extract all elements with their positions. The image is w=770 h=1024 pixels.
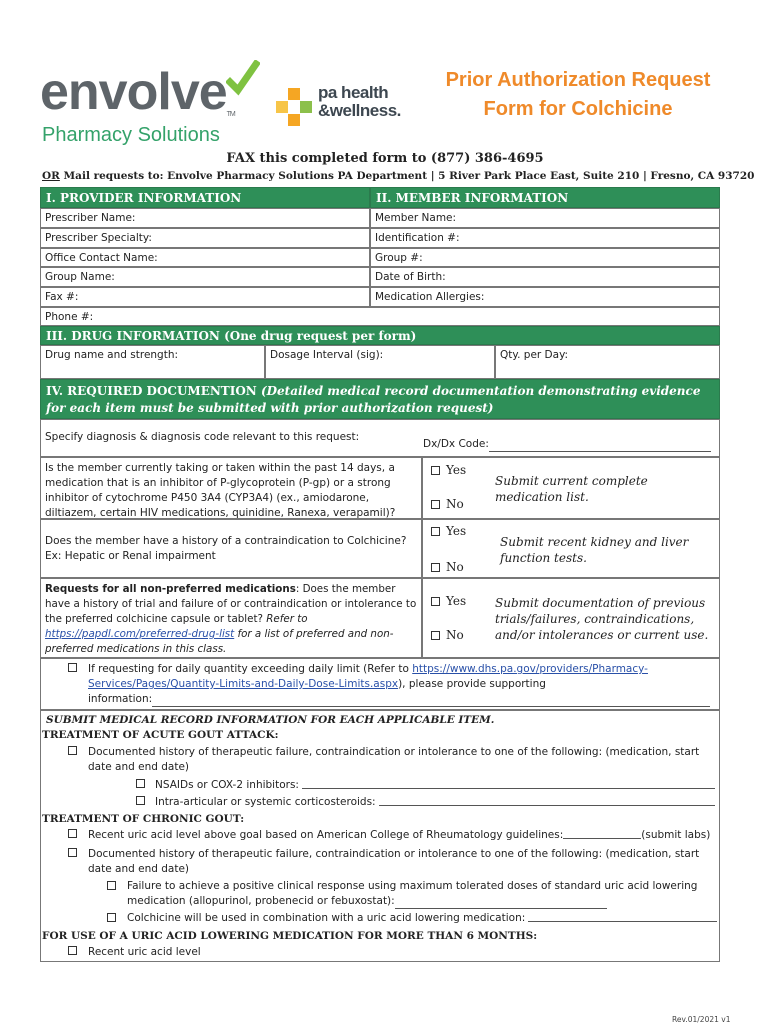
q3-question (45, 582, 417, 657)
records-heading: SUBMIT MEDICAL RECORD INFORMATION FOR EACH APPLICABLE ITEM. (46, 714, 495, 726)
quantity-text1: If requesting for daily quantity exceeding daily limit (Refer to (88, 663, 413, 675)
acute-history-checkbox[interactable] (68, 746, 77, 755)
q3-note: Submit documentation of previous trials/failures, contraindications, and/or intolerances or current use. (495, 596, 709, 642)
q1-question: Is the member currently taking or taken within the past 14 days, a medication that is an inhibitor of P-glycoprotein (P-gp) or a strong inhibitor of cytochrome P450 3A4 (CYP3A4) (ex., amiodarone, diltiazem, certain HIV medications, quinidine, Ranexa, verapamil)? (45, 462, 396, 519)
q2-no-option[interactable] (431, 560, 464, 574)
qty-per-day-field[interactable] (495, 345, 720, 379)
dhs-quantity-limits-link-cont[interactable]: Services/Pages/Quantity-Limits-and-Daily-Dose-Limits.aspx (88, 678, 399, 690)
date-of-birth-field[interactable] (370, 267, 720, 287)
q3-yes-option[interactable] (431, 594, 466, 608)
q1-no-option[interactable] (431, 497, 464, 511)
yes-label: Yes (446, 463, 467, 477)
uric-lowering-failure-field[interactable] (127, 879, 717, 909)
diagnosis-prompt: Specify diagnosis & diagnosis code relevant to this request: (45, 431, 360, 443)
field-label: Member Name: (375, 212, 457, 224)
nsaids-checkbox[interactable] (136, 779, 145, 788)
recent-uric-acid-checkbox[interactable] (68, 946, 77, 955)
q3-refer: Refer to (266, 613, 308, 625)
colchicine-combination-label: Colchicine will be used in combination with a uric acid lowering medication: (127, 912, 526, 924)
mail-instructions (42, 170, 754, 182)
no-label: No (446, 560, 464, 574)
phone-field[interactable] (40, 307, 720, 326)
dhs-quantity-limits-link[interactable]: https://www.dhs.pa.gov/providers/Pharmacy- (412, 663, 648, 675)
uric-lowering-failure-label: Failure to achieve a positive clinical response using maximum tolerated doses of standard uric acid lowering medication (allopurinol, probenecid or febuxostat): (127, 880, 698, 907)
prescriber-specialty-field[interactable] (40, 228, 370, 248)
corticosteroids-label: Intra-articular or systemic corticosteroids: (155, 796, 376, 808)
prescriber-name-field[interactable] (40, 208, 370, 228)
acute-gout-heading: TREATMENT OF ACUTE GOUT ATTACK: (42, 729, 279, 741)
nsaids-label: NSAIDs or COX-2 inhibitors: (155, 779, 299, 791)
q1-yes-checkbox[interactable] (431, 466, 440, 475)
q2-no-checkbox[interactable] (431, 563, 440, 572)
section-drug-header: III. DRUG INFORMATION (One drug request per form) (40, 326, 720, 345)
field-label: Fax #: (45, 291, 79, 303)
field-label: Qty. per Day: (500, 349, 569, 361)
section-documentation-header (40, 379, 720, 419)
uric-acid-goal-checkbox[interactable] (68, 829, 77, 838)
field-label: Medication Allergies: (375, 291, 485, 303)
envolve-check-icon (226, 60, 260, 104)
fax-field[interactable] (40, 287, 370, 307)
section-provider-header: I. PROVIDER INFORMATION (40, 187, 370, 208)
q3-text: : Does the member have a history of trial and failure of or contraindication or intolerance to the preferred colchicine capsule or tablet? (45, 583, 417, 625)
q2-question-cell (40, 519, 422, 578)
field-label: Office Contact Name: (45, 251, 158, 264)
envolve-logo-text: envolve (40, 63, 227, 121)
field-label: Identification #: (375, 232, 460, 244)
chronic-history-text: Documented history of therapeutic failure, contraindication or intolerance to one of the following: (medication, start date and end date) (88, 848, 700, 875)
medication-allergies-field[interactable] (370, 287, 720, 307)
recent-uric-acid-label: Recent uric acid level (88, 946, 201, 958)
field-label: Group #: (375, 251, 423, 264)
q3-question-cell (40, 578, 422, 658)
envolve-logo-subtitle: Pharmacy Solutions (42, 124, 220, 146)
corticosteroids-line (379, 795, 715, 806)
dx-code-label: Dx/Dx Code: (423, 438, 489, 450)
quantity-limit-checkbox[interactable] (68, 663, 77, 672)
field-label: Phone #: (45, 310, 94, 323)
dosage-interval-field[interactable] (265, 345, 495, 379)
field-label: Prescriber Specialty: (45, 232, 152, 244)
q1-no-checkbox[interactable] (431, 500, 440, 509)
office-contact-field[interactable] (40, 248, 370, 267)
uric-acid-goal-label: Recent uric acid level above goal based on American College of Rheumatology guidelines: (88, 829, 564, 841)
pa-health-logo-icon (274, 86, 314, 132)
revision-label: Rev.01/2021 v1 (672, 1015, 731, 1024)
identification-field[interactable] (370, 228, 720, 248)
field-label: Drug name and strength: (45, 349, 179, 361)
documentation-title: IV. REQUIRED DOCUMENTION (46, 384, 261, 398)
uric-acid-lowering-heading: FOR USE OF A URIC ACID LOWERING MEDICATION FOR MORE THAN 6 MONTHS: (42, 930, 538, 942)
documentation-subtitle: (Detailed medical record documentation demonstrating evidence for each item must be submitted with prior authorization request) (46, 384, 701, 415)
form-title (418, 66, 738, 124)
yes-label: Yes (446, 524, 467, 538)
pa-health-line1: pa health (318, 83, 389, 102)
pa-health-wellness-logo (318, 84, 401, 120)
yes-label: Yes (446, 594, 467, 608)
group-name-field[interactable] (40, 267, 370, 287)
q3-bold: Requests for all non-preferred medications (45, 583, 296, 595)
field-label: Prescriber Name: (45, 212, 136, 224)
q2-question: Does the member have a history of a contraindication to Colchicine? Ex: Hepatic or Renal impairment (45, 534, 407, 562)
uric-lowering-failure-checkbox[interactable] (107, 881, 116, 890)
field-label: Dosage Interval (sig): (270, 349, 384, 361)
form-title-line2: Form for Colchicine (483, 98, 673, 120)
form-title-line1: Prior Authorization Request (445, 69, 711, 91)
q2-note: Submit recent kidney and liver function tests. (500, 535, 689, 565)
corticosteroids-checkbox[interactable] (136, 796, 145, 805)
member-name-field[interactable] (370, 208, 720, 228)
quantity-text2: ), please provide supporting (398, 678, 546, 690)
corticosteroids-field[interactable] (155, 795, 715, 810)
q3-no-checkbox[interactable] (431, 631, 440, 640)
no-label: No (446, 497, 464, 511)
q3-no-option[interactable] (431, 628, 464, 642)
preferred-drug-list-link[interactable]: https://papdl.com/preferred-drug-list (45, 628, 235, 640)
colchicine-combination-checkbox[interactable] (107, 913, 116, 922)
submit-labs-label: (submit labs) (641, 829, 711, 841)
q2-yes-option[interactable] (431, 524, 466, 538)
q2-yes-checkbox[interactable] (431, 527, 440, 536)
dx-code-line (489, 441, 711, 452)
no-label: No (446, 628, 464, 642)
q1-note: Submit current complete medication list. (495, 474, 648, 504)
colchicine-combination-line (528, 911, 717, 922)
quantity-info-line[interactable] (152, 696, 710, 707)
q1-question-cell (40, 457, 422, 519)
dx-code-field[interactable] (423, 437, 711, 452)
chronic-history-checkbox[interactable] (68, 848, 77, 857)
quantity-limit-text (88, 662, 716, 707)
envolve-tm: TM (226, 111, 235, 118)
mail-address: Mail requests to: Envolve Pharmacy Solutions PA Department | 5 River Park Place East, Suite 210 | Fresno, CA 93720 (59, 170, 755, 182)
drug-name-field[interactable] (40, 345, 265, 379)
field-label: Date of Birth: (375, 271, 446, 283)
colchicine-combination-field[interactable] (127, 911, 717, 926)
mail-or: OR (42, 170, 60, 182)
nsaids-field[interactable] (155, 778, 715, 793)
q3-tail: for a list of preferred and non-preferred medications in this class. (45, 628, 394, 655)
pa-health-line2: &wellness. (318, 101, 401, 120)
fax-instructions: FAX this completed form to (877) 386-4695 (226, 151, 544, 166)
acute-history-text: Documented history of therapeutic failure, contraindication or intolerance to one of the following: (medication, start date and end date) (88, 746, 700, 773)
quantity-text3: information: (88, 693, 153, 705)
uric-acid-goal-field[interactable] (88, 828, 718, 843)
uric-acid-goal-line (563, 828, 641, 839)
nsaids-line (302, 778, 715, 789)
chronic-gout-heading: TREATMENT OF CHRONIC GOUT: (42, 813, 245, 825)
q1-yes-option[interactable] (431, 463, 466, 477)
section-member-header: II. MEMBER INFORMATION (370, 187, 720, 208)
envolve-logo (40, 63, 235, 121)
member-group-field[interactable] (370, 248, 720, 267)
uric-lowering-failure-line (395, 898, 607, 909)
q3-yes-checkbox[interactable] (431, 597, 440, 606)
field-label: Group Name: (45, 271, 115, 283)
